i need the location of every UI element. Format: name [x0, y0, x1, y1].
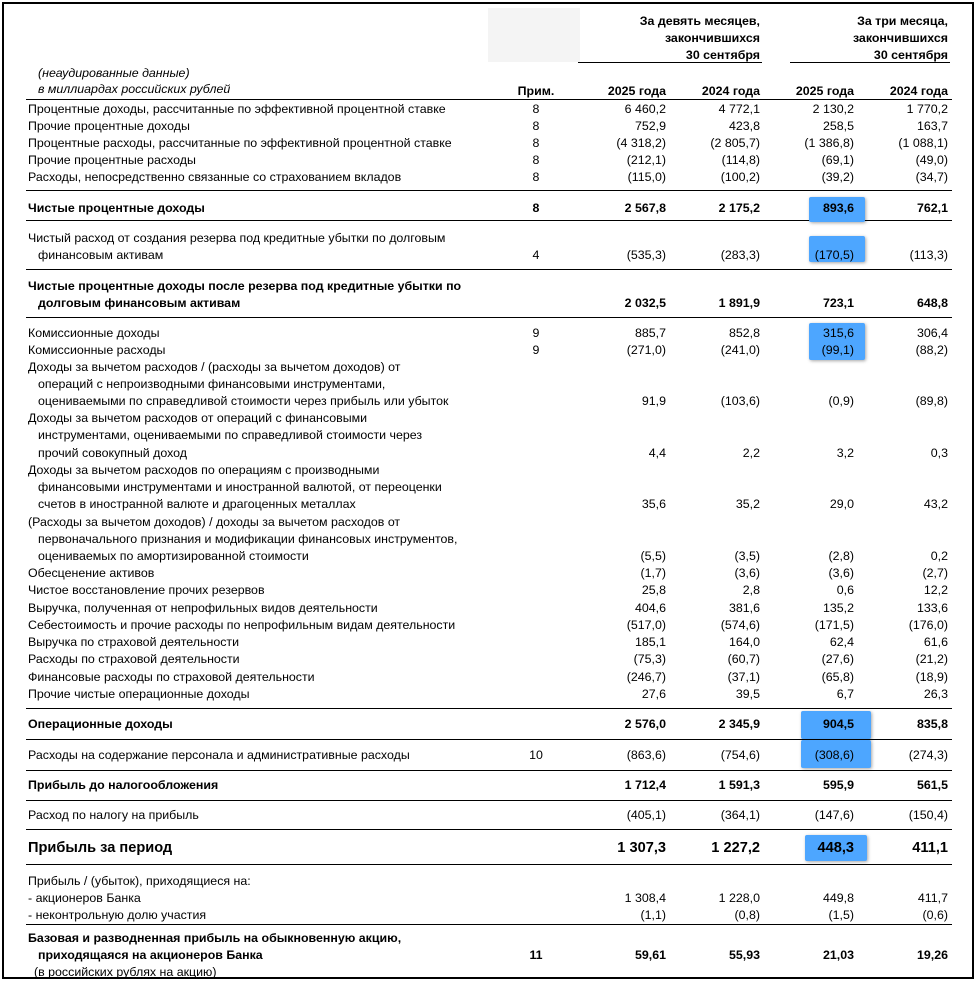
rule — [26, 190, 952, 191]
value-9m-2025: (246,7) — [626, 670, 666, 684]
value-9m-2024: (283,3) — [720, 248, 760, 262]
note-column-header: Прим. — [517, 84, 555, 98]
value-9m-2024: (103,6) — [720, 394, 760, 408]
row-label-cont: инструментами, оцениваемыми по справедливой стоимости через — [38, 428, 423, 442]
year-header-9m-2025: 2025 года — [607, 84, 666, 98]
value-9m-2024: 1 591,3 — [718, 778, 760, 792]
value-3m-2025: 3,2 — [836, 446, 854, 460]
rule — [26, 269, 952, 270]
value-9m-2024: (3,5) — [734, 549, 760, 563]
value-9m-2024: (0,8) — [734, 908, 760, 922]
value-3m-2025: 258,5 — [822, 119, 854, 133]
unaudited-note: (неаудированные данные) — [38, 66, 190, 80]
row-note: 8 — [532, 170, 540, 184]
row-label: Процентные расходы, рассчитанные по эффективной процентной ставке — [28, 136, 452, 150]
value-3m-2025: 135,2 — [822, 601, 854, 615]
value-3m-2024: (1 088,1) — [898, 136, 948, 150]
value-9m-2024: 2 345,9 — [718, 717, 760, 731]
row-label: Чистый расход от создания резерва под кредитные убытки по долговым — [28, 231, 446, 245]
value-9m-2025: 27,6 — [641, 687, 666, 701]
value-9m-2025: (115,0) — [627, 170, 666, 184]
value-9m-2024: (364,1) — [720, 808, 760, 822]
rule — [26, 864, 952, 865]
value-3m-2024: (21,2) — [915, 652, 948, 666]
value-3m-2025: (0,9) — [828, 394, 854, 408]
rule — [26, 924, 952, 925]
value-9m-2024: 852,8 — [728, 326, 760, 340]
value-9m-2024: 55,93 — [728, 948, 760, 962]
value-3m-2025: 595,9 — [822, 778, 854, 792]
row-label-cont: оцениваемыми по справедливой стоимости через прибыль или убыток — [38, 394, 449, 408]
row-note: 10 — [529, 748, 543, 762]
value-3m-2024: (113,3) — [909, 248, 948, 262]
year-header-3m-2025: 2025 года — [795, 84, 854, 98]
value-3m-2024: (176,0) — [908, 618, 948, 632]
value-9m-2024: 381,6 — [728, 601, 760, 615]
value-9m-2025: 404,6 — [634, 601, 666, 615]
value-3m-2025: 448,3 — [817, 840, 854, 856]
value-3m-2025: (171,5) — [814, 618, 854, 632]
value-9m-2024: (754,6) — [720, 748, 760, 762]
row-label: Обесценение активов — [28, 566, 155, 580]
value-3m-2025: (65,8) — [821, 670, 854, 684]
value-9m-2025: 35,6 — [641, 497, 666, 511]
value-3m-2024: 648,8 — [916, 296, 948, 310]
row-label: Комиссионные доходы — [28, 326, 160, 340]
value-3m-2024: (0,6) — [922, 908, 948, 922]
value-9m-2025: (517,0) — [626, 618, 666, 632]
row-label: Себестоимость и прочие расходы по непрофильным видам деятельности — [28, 618, 456, 632]
row-label-cont: долговым финансовым активам — [38, 296, 241, 310]
row-label-cont: прочий совокупный доход — [38, 446, 187, 460]
value-9m-2025: 2 567,8 — [624, 201, 666, 215]
row-label-cont: (в российских рублях на акцию) — [34, 965, 217, 979]
value-3m-2025: 6,7 — [836, 687, 854, 701]
rule — [26, 800, 952, 801]
value-9m-2025: (4 318,2) — [616, 136, 666, 150]
row-label: Прибыль / (убыток), приходящиеся на: — [28, 874, 251, 888]
rule — [26, 829, 952, 830]
group-underline-three-months — [790, 62, 950, 63]
value-3m-2024: (150,4) — [908, 808, 948, 822]
row-note: 9 — [532, 326, 540, 340]
value-3m-2025: 62,4 — [829, 635, 854, 649]
group-header-three-months-line1: За три месяца, — [857, 14, 948, 28]
row-label: Расход по налогу на прибыль — [28, 808, 199, 822]
row-label-cont: финансовыми инструментами и иностранной валютой, от переоценки — [38, 480, 442, 494]
value-3m-2024: 411,1 — [912, 840, 948, 856]
value-9m-2025: (5,5) — [640, 549, 666, 563]
row-label-cont: приходящаяся на акционеров Банка — [38, 948, 263, 962]
value-3m-2025: (1,5) — [828, 908, 854, 922]
row-label: Доходы за вычетом расходов по операциям с производными — [28, 463, 380, 477]
value-9m-2024: 2,2 — [742, 446, 760, 460]
row-note: 8 — [532, 153, 540, 167]
value-9m-2025: 59,61 — [634, 948, 666, 962]
value-9m-2025: (405,1) — [626, 808, 666, 822]
value-3m-2024: 19,26 — [916, 948, 948, 962]
value-3m-2025: 29,0 — [829, 497, 854, 511]
value-3m-2024: (18,9) — [915, 670, 948, 684]
row-note: 8 — [532, 136, 540, 150]
value-3m-2024: (2,7) — [922, 566, 948, 580]
row-label-cont: операций с непроизводными финансовыми инструментами, — [38, 377, 386, 391]
value-3m-2024: 43,2 — [923, 497, 948, 511]
value-9m-2024: (3,6) — [734, 566, 760, 580]
value-9m-2025: 185,1 — [634, 635, 666, 649]
row-label: Чистое восстановление прочих резервов — [28, 583, 265, 597]
row-label: Расходы, непосредственно связанные со страхованием вкладов — [28, 170, 402, 184]
value-9m-2025: (535,3) — [626, 248, 666, 262]
rule — [26, 317, 952, 318]
row-label: - акционеров Банка — [28, 891, 141, 905]
value-9m-2024: (114,8) — [721, 153, 760, 167]
row-note: 8 — [532, 201, 540, 215]
value-3m-2025: (2,8) — [828, 549, 854, 563]
value-9m-2025: 752,9 — [634, 119, 666, 133]
value-9m-2024: (37,1) — [727, 670, 760, 684]
row-label: Прочие процентные доходы — [28, 119, 190, 133]
value-9m-2025: 2 576,0 — [624, 717, 666, 731]
row-label: Доходы за вычетом расходов / (расходы за вычетом доходов) от — [28, 360, 401, 374]
row-label-cont: оцениваемых по амортизированной стоимости — [38, 549, 309, 563]
value-3m-2024: 133,6 — [916, 601, 948, 615]
value-9m-2025: 1 308,4 — [624, 891, 666, 905]
value-9m-2024: 164,0 — [728, 635, 760, 649]
row-label: Выручка по страховой деятельности — [28, 635, 239, 649]
value-9m-2024: (100,2) — [720, 170, 760, 184]
row-label: Процентные доходы, рассчитанные по эффективной процентной ставке — [28, 102, 446, 116]
value-3m-2024: 835,8 — [916, 717, 948, 731]
value-3m-2024: (88,2) — [915, 343, 948, 357]
income-statement-table — [2, 2, 974, 979]
value-3m-2025: (3,6) — [828, 566, 854, 580]
value-9m-2024: (60,7) — [727, 652, 760, 666]
row-label: Доходы за вычетом расходов от операций с финансовыми — [28, 411, 368, 425]
value-9m-2024: (241,0) — [720, 343, 760, 357]
value-3m-2025: 2 130,2 — [812, 102, 854, 116]
value-3m-2025: (147,6) — [814, 808, 854, 822]
row-label: Чистые процентные доходы — [28, 201, 205, 215]
value-9m-2025: 2 032,5 — [624, 296, 666, 310]
row-label: Комиссионные расходы — [28, 343, 166, 357]
row-label: (Расходы за вычетом доходов) / доходы за вычетом расходов от — [28, 515, 401, 529]
value-3m-2025: (1 386,8) — [804, 136, 854, 150]
row-note: 4 — [532, 248, 540, 262]
row-label-cont: первоначального признания и модификации финансовых инструментов, — [38, 532, 458, 546]
value-3m-2025: (99,1) — [821, 343, 854, 357]
value-3m-2024: 0,2 — [930, 549, 948, 563]
group-header-nine-months-line3: 30 сентября — [685, 48, 760, 62]
value-3m-2024: 26,3 — [923, 687, 948, 701]
value-9m-2025: 1 307,3 — [617, 840, 666, 856]
value-3m-2024: 306,4 — [916, 326, 948, 340]
row-note: 9 — [532, 343, 540, 357]
value-3m-2024: 61,6 — [923, 635, 948, 649]
value-9m-2025: 885,7 — [634, 326, 666, 340]
value-3m-2025: 21,03 — [822, 948, 854, 962]
value-9m-2024: 4 772,1 — [718, 102, 760, 116]
value-9m-2024: 35,2 — [735, 497, 760, 511]
row-note: 8 — [532, 102, 540, 116]
group-header-nine-months-line2: закончившихся — [664, 31, 760, 45]
row-label: Расходы по страховой деятельности — [28, 652, 240, 666]
value-9m-2024: 1 228,0 — [718, 891, 760, 905]
value-3m-2024: 411,7 — [917, 891, 948, 905]
value-3m-2024: 0,3 — [930, 446, 948, 460]
value-9m-2025: (863,6) — [626, 748, 666, 762]
row-label: Прибыль до налогообложения — [28, 778, 219, 792]
value-9m-2025: 1 712,4 — [624, 778, 666, 792]
value-9m-2024: 39,5 — [735, 687, 760, 701]
year-header-3m-2024: 2024 года — [889, 84, 948, 98]
group-header-three-months-line3: 30 сентября — [873, 48, 948, 62]
row-label: Операционные доходы — [28, 717, 173, 731]
value-3m-2025: 904,5 — [822, 717, 854, 731]
value-9m-2025: 4,4 — [648, 446, 666, 460]
value-3m-2025: 0,6 — [836, 583, 854, 597]
row-label: Финансовые расходы по страховой деятельности — [28, 670, 315, 684]
value-3m-2024: (34,7) — [915, 170, 948, 184]
header-rule — [26, 99, 952, 100]
value-3m-2024: 762,1 — [916, 201, 948, 215]
value-9m-2024: 2 175,2 — [718, 201, 760, 215]
value-9m-2025: (1,1) — [640, 908, 666, 922]
value-3m-2025: 893,6 — [822, 201, 854, 215]
units-note: в миллиардах российских рублей — [38, 82, 231, 96]
value-9m-2024: 1 891,9 — [718, 296, 760, 310]
value-3m-2025: 315,6 — [822, 326, 854, 340]
value-9m-2024: (2 805,7) — [710, 136, 760, 150]
value-9m-2024: 1 227,2 — [711, 840, 760, 856]
row-label: Прибыль за период — [28, 840, 173, 856]
value-3m-2025: (170,5) — [814, 248, 854, 262]
group-header-three-months-line2: закончившихся — [852, 31, 948, 45]
row-label: - неконтрольную долю участия — [28, 908, 207, 922]
year-header-9m-2024: 2024 года — [701, 84, 760, 98]
value-3m-2025: (308,6) — [814, 748, 854, 762]
row-label: Чистые процентные доходы после резерва под кредитные убытки по — [28, 279, 462, 293]
value-3m-2024: (89,8) — [915, 394, 948, 408]
row-label: Выручка, полученная от непрофильных видов деятельности — [28, 601, 378, 615]
rule — [26, 770, 952, 771]
value-3m-2024: (274,3) — [908, 748, 948, 762]
value-3m-2025: 449,8 — [822, 891, 854, 905]
row-label: Прочие процентные расходы — [28, 153, 196, 167]
rule — [26, 708, 952, 709]
group-underline-nine-months — [578, 62, 762, 63]
group-header-nine-months-line1: За девять месяцев, — [639, 14, 760, 28]
value-3m-2024: 561,5 — [916, 778, 948, 792]
value-9m-2025: (1,7) — [640, 566, 666, 580]
row-note: 11 — [529, 948, 543, 962]
value-3m-2024: (49,0) — [915, 153, 948, 167]
value-3m-2024: 1 770,2 — [906, 102, 948, 116]
value-9m-2025: 91,9 — [641, 394, 666, 408]
value-3m-2025: (39,2) — [821, 170, 854, 184]
value-3m-2025: (27,6) — [821, 652, 854, 666]
value-3m-2024: 163,7 — [916, 119, 948, 133]
value-9m-2025: 6 460,2 — [624, 102, 666, 116]
value-9m-2024: 423,8 — [728, 119, 760, 133]
value-9m-2025: 25,8 — [641, 583, 666, 597]
row-label: Расходы на содержание персонала и административные расходы — [28, 748, 410, 762]
row-label: Прочие чистые операционные доходы — [28, 687, 250, 701]
value-9m-2025: (212,1) — [626, 153, 666, 167]
row-label-cont: финансовым активам — [38, 248, 164, 262]
value-3m-2024: 12,2 — [923, 583, 948, 597]
row-label: Базовая и разводненная прибыль на обыкновенную акцию, — [28, 931, 402, 945]
row-note: 8 — [532, 119, 540, 133]
value-9m-2024: 2,8 — [742, 583, 760, 597]
row-label-cont: счетов в иностранной валюте и драгоценных металлах — [38, 497, 356, 511]
value-3m-2025: (69,1) — [821, 153, 854, 167]
value-3m-2025: 723,1 — [822, 296, 854, 310]
value-9m-2024: (574,6) — [720, 618, 760, 632]
value-9m-2025: (271,0) — [626, 343, 666, 357]
value-9m-2025: (75,3) — [633, 652, 666, 666]
